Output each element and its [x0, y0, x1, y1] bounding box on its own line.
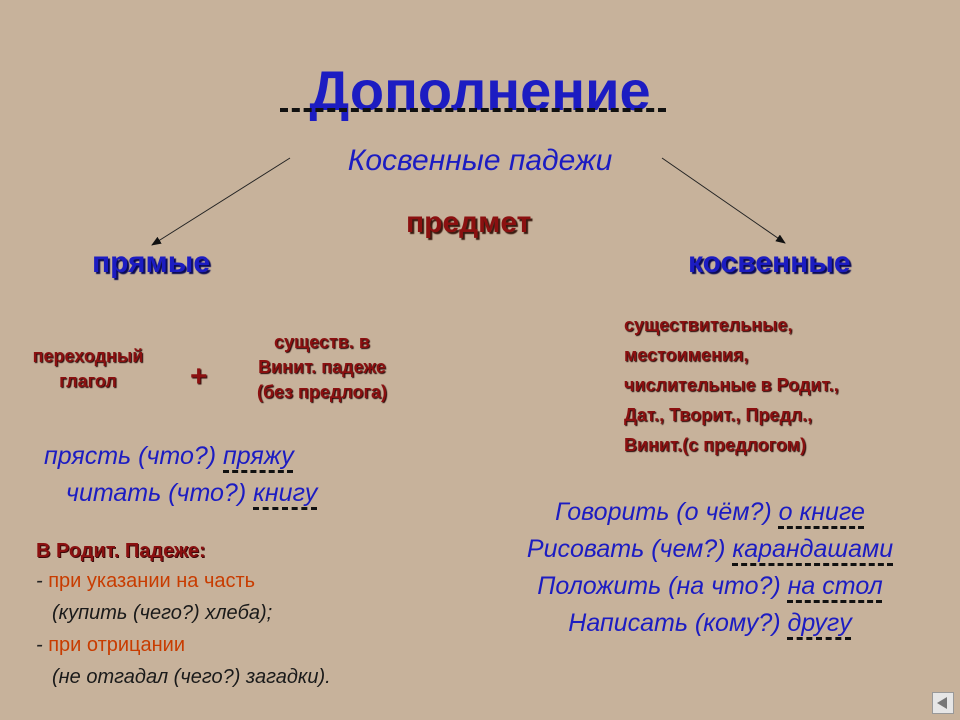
genitive-item-1-example: (купить (чего?) хлеба);	[52, 602, 273, 624]
plus-sign: +	[190, 360, 208, 393]
indirect-example: Рисовать (чем?) карандашами	[526, 535, 894, 563]
nav-arrow-icon	[933, 693, 953, 713]
indirect-examples	[470, 494, 950, 642]
title-dashed-underline	[280, 108, 666, 112]
direct-answer-2: книгу	[253, 479, 318, 507]
genitive-note	[36, 540, 331, 693]
noun-line-1: существ. в	[274, 332, 370, 352]
center-word: предмет	[406, 206, 532, 239]
page-title: Дополнение	[309, 59, 651, 122]
noun-label	[226, 330, 418, 405]
direct-example-1: прясть (что?) пряжу	[44, 442, 294, 470]
indirect-example: Говорить (о чём?) о книге	[555, 498, 865, 526]
slide-nav-button[interactable]	[932, 692, 954, 714]
genitive-item-1: - при указании на часть	[36, 570, 256, 592]
genitive-note-heading: В Родит. Падеже:	[36, 540, 206, 562]
noun-line-3: (без предлога)	[256, 382, 388, 402]
verb-line-2: глагол	[59, 371, 117, 391]
direct-answer-1: пряжу	[223, 442, 294, 470]
verb-line-1: переходный	[32, 346, 144, 366]
genitive-item-2-example: (не отгадал (чего?) загадки).	[52, 666, 331, 688]
indirect-description: существительные, местоимения, числительные в Родит., Дат., Творит., Предл., Винит.(с предлогом)	[624, 315, 839, 455]
direct-example-2: читать (что?) книгу	[66, 479, 318, 507]
genitive-item-2: - при отрицании	[36, 634, 186, 656]
right-heading: косвенные	[688, 246, 851, 279]
verb-label	[12, 344, 164, 394]
subtitle: Косвенные падежи	[347, 144, 613, 177]
left-heading: прямые	[92, 246, 211, 279]
noun-line-2: Винит. падеже	[258, 357, 386, 377]
indirect-example: Написать (кому?) другу	[568, 609, 852, 637]
indirect-example: Положить (на что?) на стол	[537, 572, 883, 600]
